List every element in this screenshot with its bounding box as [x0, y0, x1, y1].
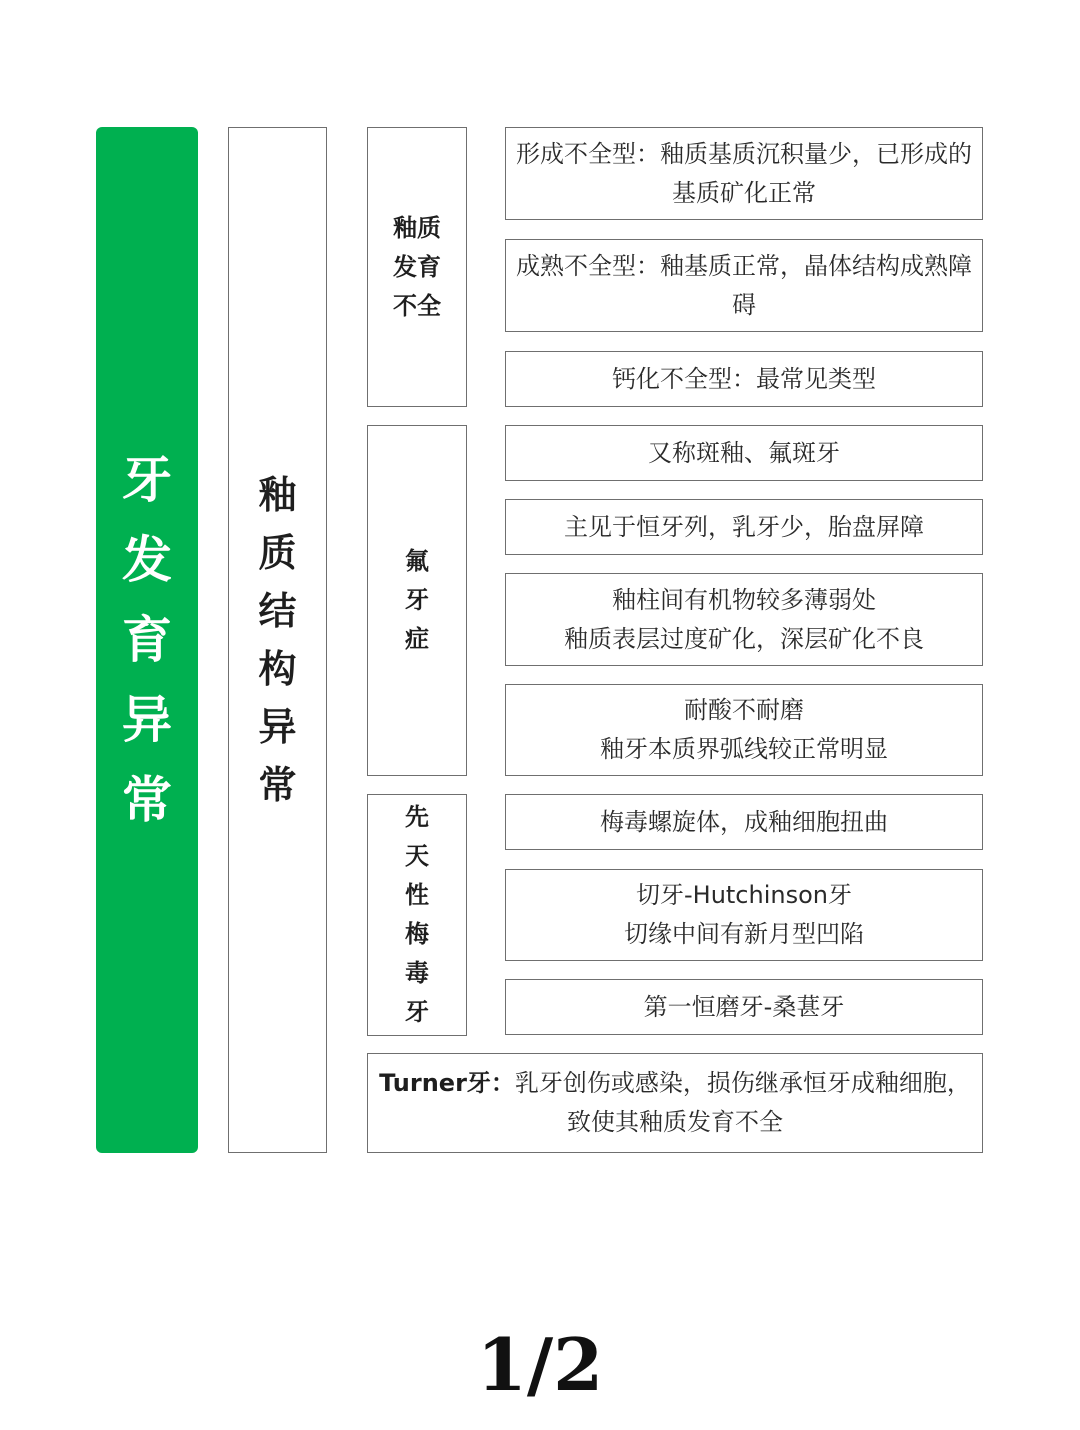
item-text: 釉柱间有机物较多薄弱处 釉质表层过度矿化，深层矿化不良 [564, 585, 924, 653]
turner-text [378, 1064, 972, 1142]
main-title: 牙发育异常 [122, 450, 172, 829]
turner-description: 乳牙创伤或感染，损伤继承恒牙成釉细胞，致使其釉质发育不全 [514, 1069, 971, 1136]
item-box [505, 425, 983, 481]
item-text: 第一恒磨牙-桑葚牙 [643, 992, 845, 1021]
group-label: 釉质发育不全 [392, 213, 441, 320]
group-box-dental-fluorosis [367, 425, 467, 776]
group-box-congenital-syphilis-teeth [367, 794, 467, 1036]
page-number: 1/2 [476, 1322, 604, 1407]
turner-tooth-box [367, 1053, 983, 1153]
item-text: 形成不全型：釉质基质沉积量少，已形成的基质矿化正常 [516, 139, 972, 207]
main-title-bar [96, 127, 198, 1153]
item-text: 梅毒螺旋体，成釉细胞扭曲 [600, 807, 888, 836]
turner-lead: Turner牙： [379, 1069, 515, 1097]
item-box [505, 794, 983, 850]
group-label: 先天性梅毒牙 [404, 803, 429, 1026]
item-box [505, 573, 983, 666]
section-box [228, 127, 327, 1153]
item-text: 主见于恒牙列，乳牙少，胎盘屏障 [564, 512, 924, 541]
item-box [505, 979, 983, 1035]
item-text: 切牙-Hutchinson牙 切缘中间有新月型凹陷 [624, 881, 864, 948]
item-box [505, 127, 983, 220]
item-text: 钙化不全型：最常见类型 [612, 364, 876, 393]
item-text: 成熟不全型：釉基质正常，晶体结构成熟障碍 [516, 251, 972, 319]
item-box [505, 239, 983, 332]
item-box [505, 869, 983, 961]
item-box [505, 684, 983, 776]
group-label: 氟牙症 [404, 547, 429, 653]
group-box-enamel-hypoplasia [367, 127, 467, 407]
section-title: 釉质结构异常 [258, 473, 297, 807]
item-text: 又称斑釉、氟斑牙 [648, 438, 840, 467]
item-box [505, 351, 983, 407]
item-text: 耐酸不耐磨 釉牙本质界弧线较正常明显 [600, 696, 888, 763]
item-box [505, 499, 983, 555]
